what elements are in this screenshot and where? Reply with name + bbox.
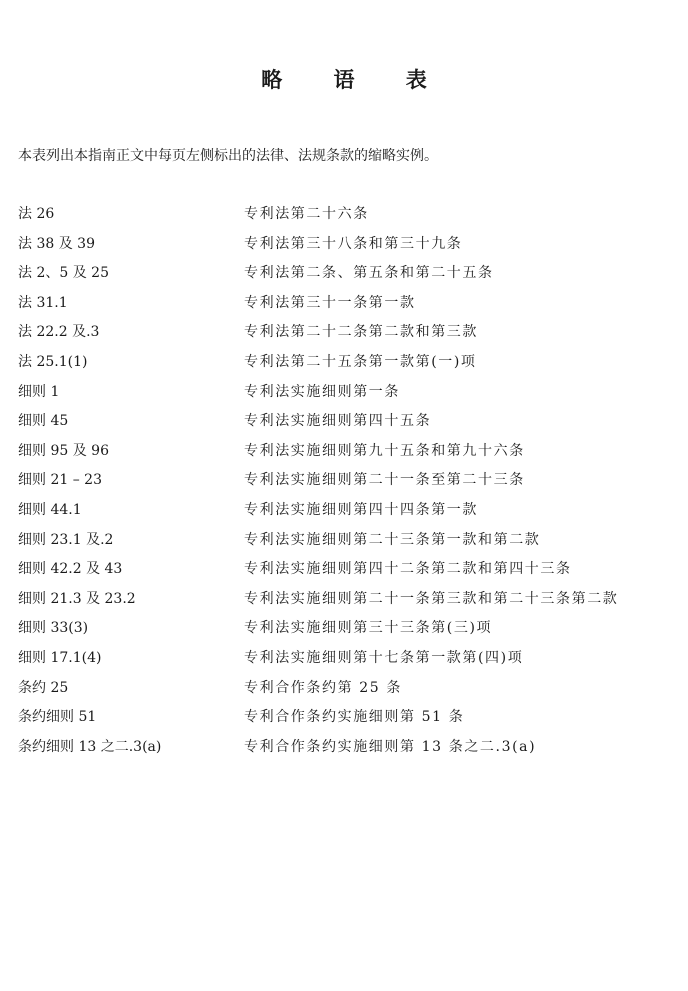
full-citation-cell: 专利法第三十八条和第三十九条 (244, 235, 463, 252)
abbreviation-cell: 条约细则 13 之二.3(a) (18, 738, 162, 755)
table-row (18, 321, 682, 351)
full-citation-cell: 专利法实施细则第四十四条第一款 (244, 501, 478, 518)
full-citation-cell: 专利合作条约实施细则第 13 条之二.3(a) (244, 738, 537, 755)
table-row (18, 381, 682, 411)
table-row (18, 469, 682, 499)
table-row (18, 262, 682, 292)
abbreviation-cell: 细则 21 – 23 (18, 472, 102, 489)
full-citation-cell: 专利法实施细则第二十一条至第二十三条 (244, 472, 525, 489)
full-citation-cell: 专利法第三十一条第一款 (244, 294, 416, 311)
table-row (18, 529, 682, 559)
table-row (18, 499, 682, 529)
abbreviation-cell: 法 25.1(1) (18, 353, 88, 370)
full-citation-cell: 专利法第二十六条 (244, 206, 369, 222)
full-citation-cell: 专利法实施细则第一条 (244, 383, 400, 400)
table-row (18, 292, 682, 322)
full-citation-cell: 专利法实施细则第十七条第一款第(四)项 (244, 649, 524, 666)
full-citation-cell: 专利法第二条、第五条和第二十五条 (244, 265, 494, 282)
abbreviation-cell: 细则 23.1 及.2 (18, 531, 114, 548)
abbreviation-cell: 细则 42.2 及 43 (18, 561, 123, 578)
table-row (18, 351, 682, 381)
full-citation-cell: 专利法实施细则第四十五条 (244, 413, 432, 430)
abbreviation-cell: 法 22.2 及.3 (18, 324, 100, 341)
full-citation-cell: 专利法实施细则第二十一条第三款和第二十三条第二款 (244, 590, 619, 607)
table-row (18, 647, 682, 677)
abbreviation-cell: 细则 45 (18, 413, 69, 430)
abbreviation-cell: 细则 33(3) (18, 620, 89, 637)
full-citation-cell: 专利法实施细则第四十二条第二款和第四十三条 (244, 561, 572, 578)
full-citation-cell: 专利法实施细则第三十三条第(三)项 (244, 620, 493, 637)
abbreviation-table (18, 203, 682, 765)
abbreviation-cell: 细则 44.1 (18, 501, 82, 518)
full-citation-cell: 专利合作条约实施细则第 51 条 (244, 709, 465, 726)
abbreviation-cell: 细则 95 及 96 (18, 442, 109, 459)
abbreviation-cell: 细则 21.3 及 23.2 (18, 590, 136, 607)
page-title: 略 语 表 (261, 68, 449, 92)
table-row (18, 233, 682, 263)
full-citation-cell: 专利法第二十五条第一款第(一)项 (244, 353, 477, 370)
abbreviation-cell: 细则 17.1(4) (18, 649, 102, 666)
table-row (18, 410, 682, 440)
full-citation-cell: 专利法实施细则第九十五条和第九十六条 (244, 442, 525, 459)
table-row (18, 440, 682, 470)
abbreviation-cell: 细则 1 (18, 383, 60, 400)
full-citation-cell: 专利合作条约第 25 条 (244, 679, 402, 696)
abbreviation-cell: 法 26 (18, 206, 55, 222)
abbreviation-cell: 法 38 及 39 (18, 235, 95, 252)
abbreviation-cell: 条约 25 (18, 679, 69, 696)
table-row (18, 203, 682, 233)
abbreviation-cell: 法 2、5 及 25 (18, 265, 109, 282)
abbreviation-cell: 条约细则 51 (18, 709, 97, 726)
table-row (18, 706, 682, 736)
intro-paragraph: 本表列出本指南正文中每页左侧标出的法律、法规条款的缩略实例。 (18, 148, 438, 164)
table-row (18, 677, 682, 707)
table-row (18, 736, 682, 766)
abbreviation-cell: 法 31.1 (18, 294, 68, 311)
full-citation-cell: 专利法第二十二条第二款和第三款 (244, 324, 478, 341)
table-row (18, 588, 682, 618)
table-row (18, 558, 682, 588)
table-row (18, 617, 682, 647)
full-citation-cell: 专利法实施细则第二十三条第一款和第二款 (244, 531, 541, 548)
